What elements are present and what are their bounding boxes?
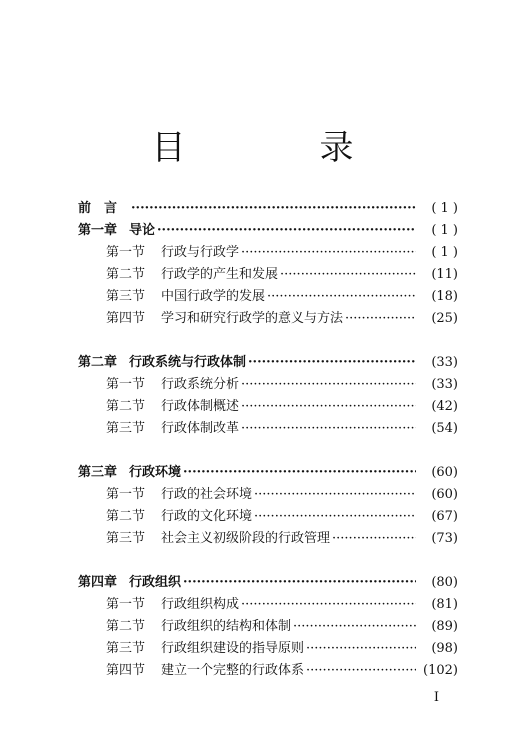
leader-dots	[254, 506, 416, 528]
leader-dots	[345, 308, 416, 330]
section-number: 第一节	[106, 487, 146, 502]
page-number: (42)	[431, 399, 458, 414]
page-title: 目 录	[151, 128, 404, 168]
section-title: 行政与行政学	[161, 245, 240, 260]
toc-section[interactable]	[78, 286, 458, 308]
leader-dots	[183, 572, 416, 594]
section-title: 行政系统分析	[161, 377, 240, 392]
section-number: 第一节	[106, 377, 146, 392]
chapter-number: 第一章	[78, 223, 118, 238]
section-number: 第二节	[106, 267, 146, 282]
section-title: 行政的文化环境	[161, 509, 253, 524]
page-number: (33)	[431, 377, 458, 392]
toc-section[interactable]	[78, 528, 458, 550]
toc-section[interactable]	[78, 374, 458, 396]
page-number: (18)	[431, 289, 458, 304]
leader-dots	[280, 264, 416, 286]
chapter-title: 导论	[129, 223, 156, 238]
page-number: ( 1 )	[431, 201, 458, 216]
section-number: 第四节	[106, 663, 146, 678]
page-number: (60)	[431, 487, 458, 502]
folio-page-number: I	[433, 690, 439, 705]
page-number: (73)	[431, 531, 458, 546]
spacer	[78, 330, 458, 352]
chapter-title: 行政系统与行政体制	[129, 355, 247, 370]
chapter-number: 第四章	[78, 575, 118, 590]
toc-section[interactable]	[78, 638, 458, 660]
section-number: 第四节	[106, 311, 146, 326]
spacer	[78, 550, 458, 572]
page-number: ( 1 )	[431, 223, 458, 238]
section-title: 行政学的产生和发展	[161, 267, 279, 282]
section-number: 第二节	[106, 509, 146, 524]
section-title: 行政组织构成	[161, 597, 240, 612]
section-title: 行政体制改革	[161, 421, 240, 436]
section-number: 第三节	[106, 641, 146, 656]
section-number: 第二节	[106, 619, 146, 634]
section-title: 行政的社会环境	[161, 487, 253, 502]
toc-section[interactable]	[78, 660, 458, 682]
chapter-number: 前 言	[78, 201, 118, 216]
section-title: 行政体制概述	[161, 399, 240, 414]
leader-dots	[241, 418, 416, 440]
toc-chapter-3[interactable]	[78, 462, 458, 484]
page-number: (67)	[431, 509, 458, 524]
leader-dots	[267, 286, 416, 308]
chapter-title: 行政环境	[129, 465, 182, 480]
section-title: 行政组织的结构和体制	[161, 619, 292, 634]
toc-section[interactable]	[78, 484, 458, 506]
spacer	[78, 440, 458, 462]
chapter-title: 行政组织	[129, 575, 182, 590]
toc-section[interactable]	[78, 506, 458, 528]
leader-dots	[157, 220, 416, 242]
section-title: 行政组织建设的指导原则	[161, 641, 305, 656]
page-number: (25)	[431, 311, 458, 326]
leader-dots	[241, 396, 416, 418]
section-number: 第一节	[106, 597, 146, 612]
leader-dots	[183, 462, 416, 484]
section-title: 社会主义初级阶段的行政管理	[161, 531, 331, 546]
toc-section[interactable]	[78, 396, 458, 418]
page-number: (98)	[431, 641, 458, 656]
toc-section[interactable]	[78, 308, 458, 330]
page-number: ( 1 )	[431, 245, 458, 260]
leader-dots	[332, 528, 416, 550]
section-number: 第三节	[106, 531, 146, 546]
table-of-contents	[78, 198, 458, 682]
toc-chapter-2[interactable]	[78, 352, 458, 374]
page-number: (80)	[431, 575, 458, 590]
leader-dots	[254, 484, 416, 506]
page-number: (89)	[431, 619, 458, 634]
leader-dots	[306, 638, 416, 660]
chapter-number: 第二章	[78, 355, 118, 370]
leader-dots	[293, 616, 416, 638]
toc-chapter-preface[interactable]	[78, 198, 458, 220]
section-title: 建立一个完整的行政体系	[161, 663, 305, 678]
section-title: 中国行政学的发展	[161, 289, 266, 304]
leader-dots	[248, 352, 416, 374]
page-number: (11)	[431, 267, 458, 282]
toc-section[interactable]	[78, 264, 458, 286]
page-number: (54)	[431, 421, 458, 436]
toc-chapter-4[interactable]	[78, 572, 458, 594]
section-number: 第三节	[106, 289, 146, 304]
toc-section[interactable]	[78, 594, 458, 616]
page-number: (33)	[431, 355, 458, 370]
chapter-number: 第三章	[78, 465, 118, 480]
section-number: 第三节	[106, 421, 146, 436]
page-number: (81)	[431, 597, 458, 612]
leader-dots	[306, 660, 416, 682]
section-title: 学习和研究行政学的意义与方法	[161, 311, 344, 326]
page-number: (60)	[431, 465, 458, 480]
toc-section[interactable]	[78, 242, 458, 264]
toc-section[interactable]	[78, 616, 458, 638]
leader-dots	[241, 374, 416, 396]
page-number: (102)	[423, 663, 458, 678]
leader-dots	[131, 198, 416, 220]
toc-chapter-1[interactable]	[78, 220, 458, 242]
section-number: 第一节	[106, 245, 146, 260]
leader-dots	[241, 594, 416, 616]
section-number: 第二节	[106, 399, 146, 414]
toc-section[interactable]	[78, 418, 458, 440]
leader-dots	[241, 242, 416, 264]
